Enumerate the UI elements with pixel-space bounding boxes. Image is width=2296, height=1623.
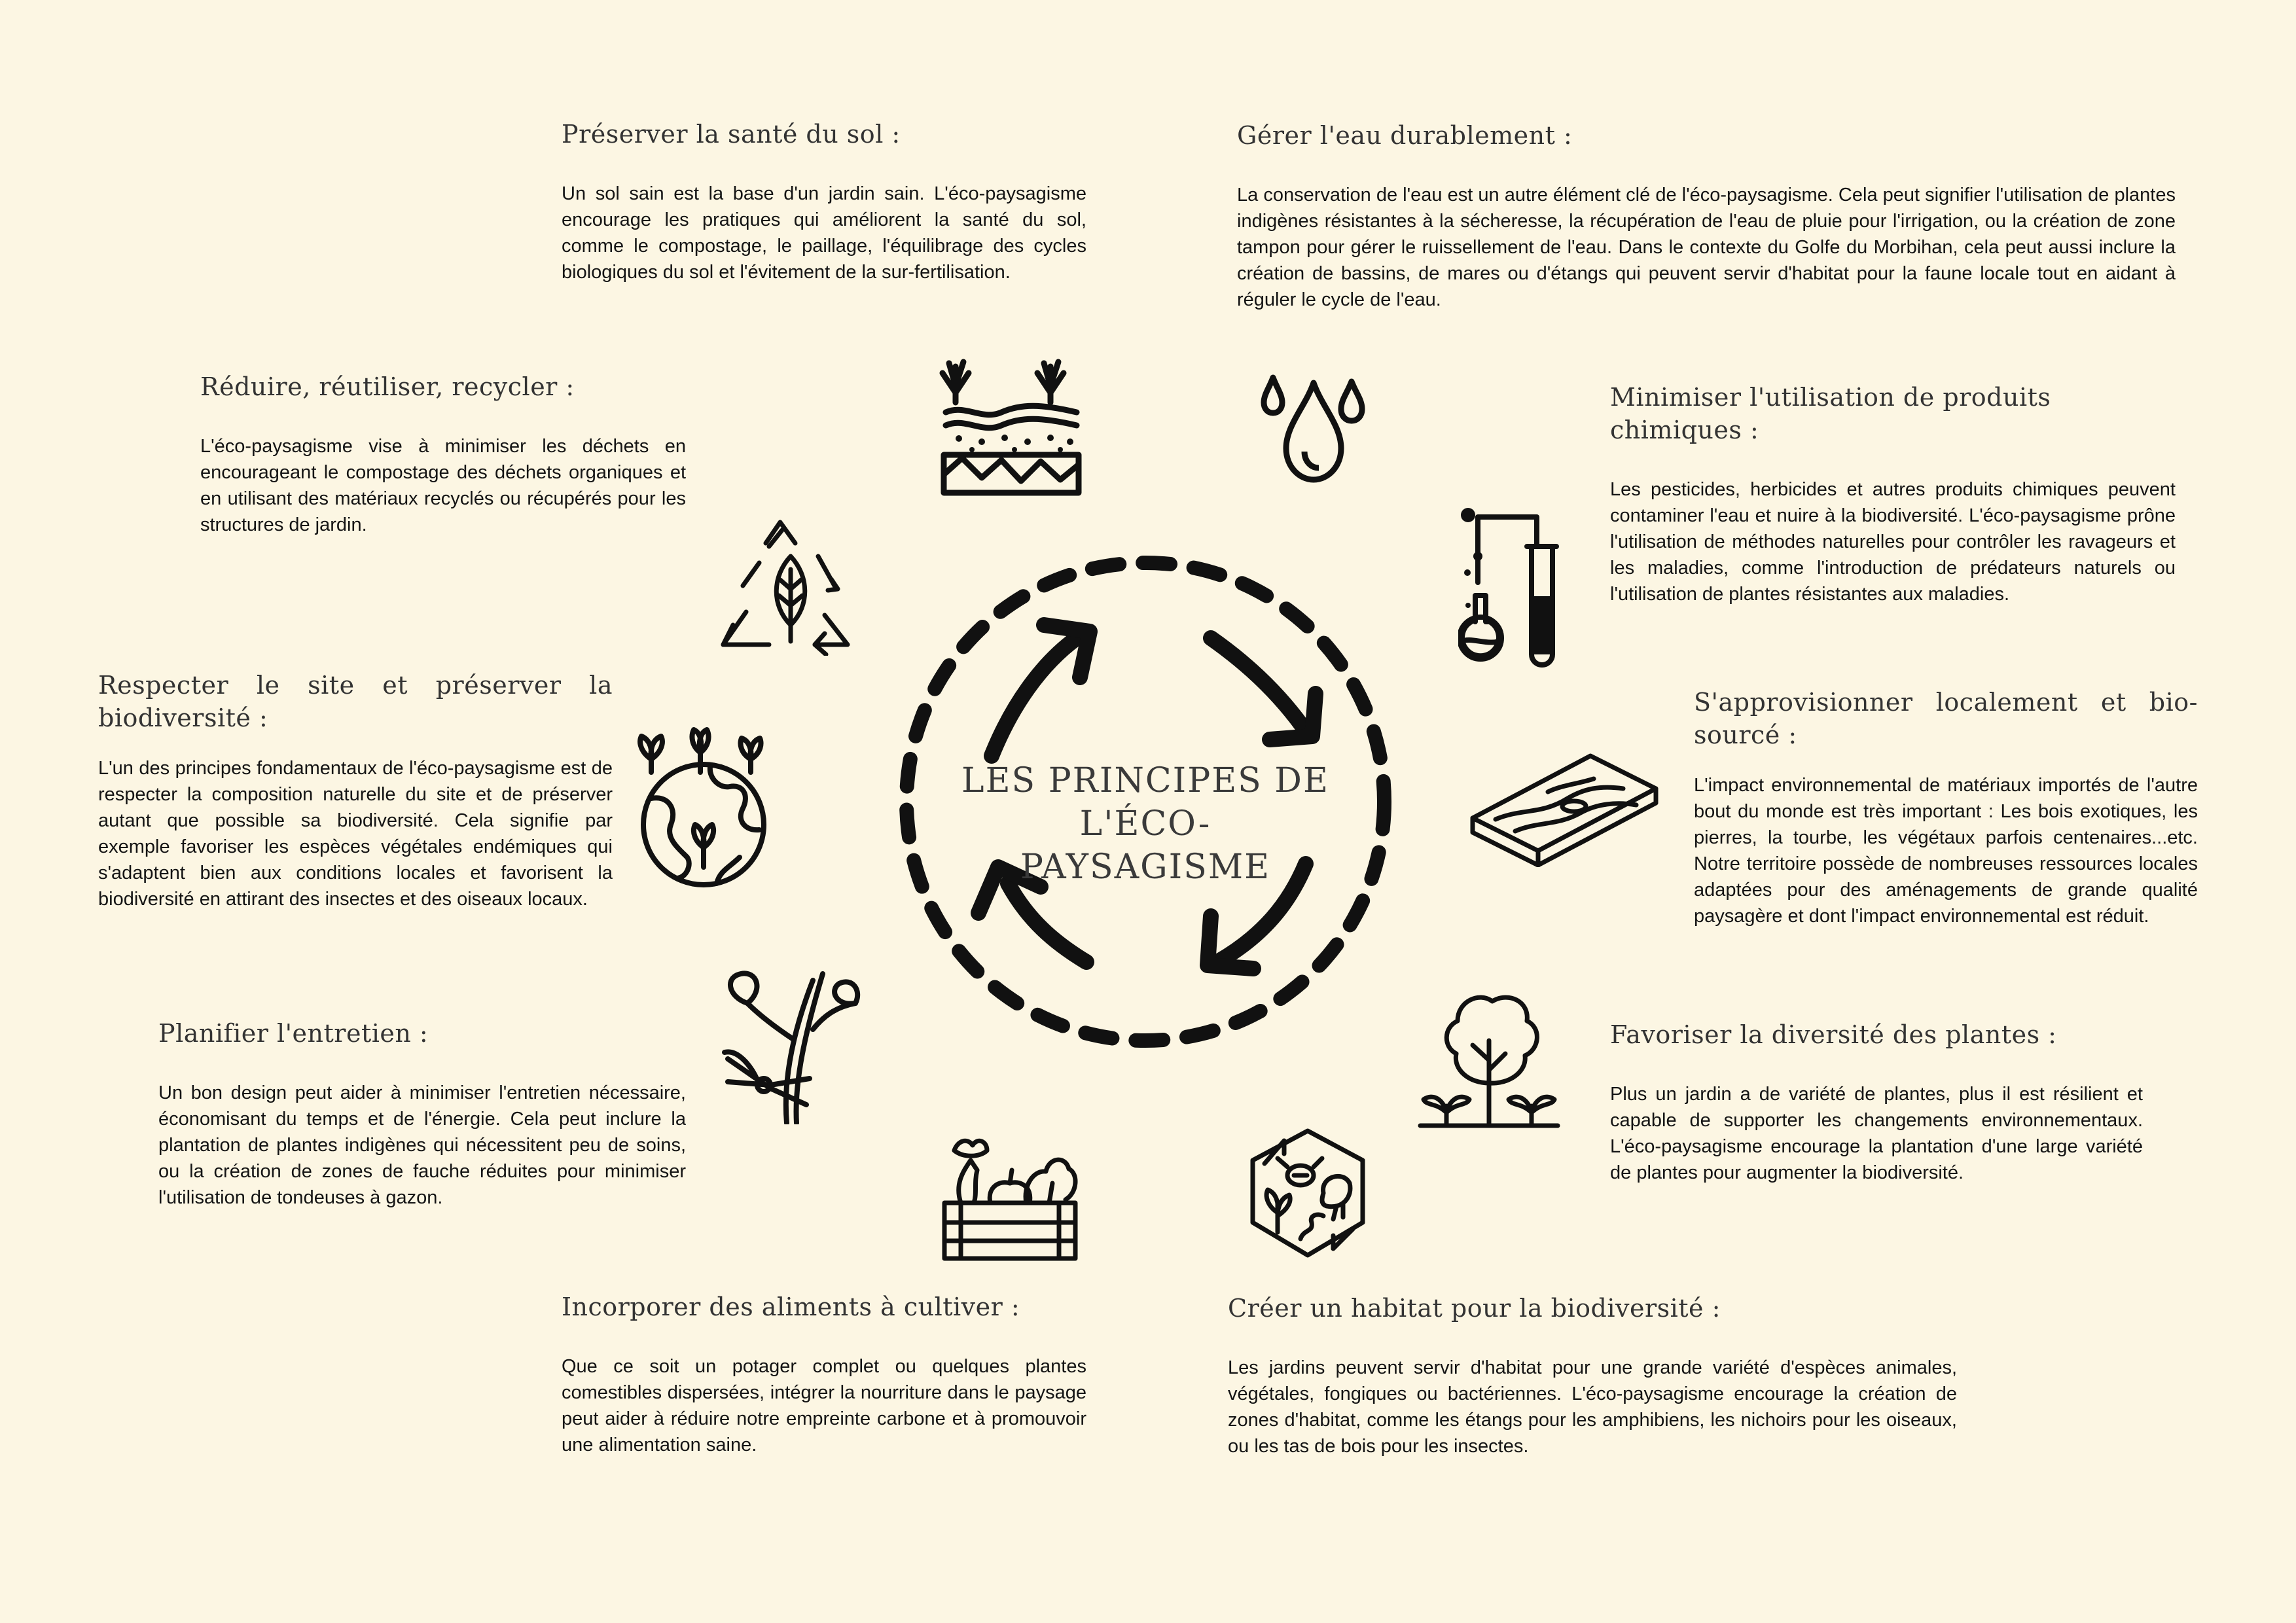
vegetable-crate-icon — [941, 1131, 1079, 1262]
section-text: Les pesticides, herbicides et autres produits chimiques peuvent contaminer l'eau et nuire à la biodiversité. L'éco-paysagisme prône l'utilisation de méthodes naturelles pour contrôler les ravageurs et les maladies, comme l'introduction de prédateurs naturels ou l'utilisation de plantes résistantes aux maladies. — [1610, 479, 2176, 605]
section-title: Favoriser la diversité des plantes : — [1610, 1020, 2057, 1049]
section-entretien — [158, 1017, 686, 1211]
recycle-leaf-icon — [720, 517, 863, 656]
section-eau — [1237, 119, 2176, 313]
section-text: Un bon design peut aider à minimiser l'entretien nécessaire, économisant du temps et de l'énergie. Cela peut inclure la plantation de plantes indigènes qui nécessitent peu de soins, ou la création de zones de fauche réduites pour minimiser l'utilisation de tondeuses à gazon. — [158, 1082, 686, 1208]
diagram-title-line1: LES PRINCIPES DE — [961, 761, 1329, 800]
section-text: Un sol sain est la base d'un jardin sain. L'éco-paysagisme encourage les pratiques qui améliorent la santé du sol, comme le compostage, le paillage, l'équilibrage des cycles biologiques du sol et l'évitement de la sur-fertilisation. — [562, 183, 1086, 283]
pruning-shears-icon — [721, 967, 865, 1124]
diagram-title-line2: L'ÉCO-PAYSAGISME — [1020, 804, 1271, 887]
section-text: L'impact environnemental de matériaux importés de l'autre bout du monde est très important : Les bois exotiques, les pierres, la tourbe, les végétaux parfois centenaires...etc. Notre territoire possède de nombreuses ressources locales adaptées pour des aménagements de grande qualité paysagère et dont l'impact environnemental est réduit. — [1694, 775, 2198, 927]
chemistry-flask-icon — [1458, 507, 1570, 671]
section-title: Minimiser l'utilisation de produits chimiques : — [1610, 383, 2051, 444]
soil-layers-icon — [936, 357, 1086, 497]
section-title: Préserver la santé du sol : — [562, 120, 901, 149]
diagram-title — [956, 759, 1335, 889]
earth-sprouts-icon — [632, 726, 776, 889]
section-title: Planifier l'entretien : — [158, 1019, 429, 1048]
section-aliments — [562, 1291, 1086, 1458]
section-title: S'approvisionner localement et bio-sourcé : — [1694, 688, 2198, 749]
section-title: Gérer l'eau durablement : — [1237, 121, 1573, 150]
section-text: Plus un jardin a de variété de plantes, plus il est résilient et capable de supporter les changements environnementaux. L'éco-paysagisme encourage la plantation d'une large variété de plantes pour augmenter la biodiversité. — [1610, 1084, 2143, 1183]
section-recycler — [200, 370, 686, 538]
section-title: Incorporer des aliments à cultiver : — [562, 1293, 1020, 1321]
section-title: Créer un habitat pour la biodiversité : — [1228, 1294, 1721, 1323]
section-text: Que ce soit un potager complet ou quelques plantes comestibles dispersées, intégrer la nourriture dans le paysage peut aider à réduire notre empreinte carbone et à promouvoir une alimentation saine. — [562, 1356, 1086, 1455]
section-title: Respecter le site et préserver la biodiversité : — [98, 671, 613, 732]
tree-plants-icon — [1417, 985, 1561, 1129]
section-site — [98, 669, 613, 912]
cycle-arrow-top-left — [992, 638, 1077, 756]
section-diversite — [1610, 1018, 2143, 1186]
section-chimiques — [1610, 381, 2176, 607]
section-local — [1694, 686, 2198, 929]
wood-plank-icon — [1469, 753, 1660, 867]
section-text: L'éco-paysagisme vise à minimiser les déchets en encourageant le compostage des déchets organiques et en utilisant des matériaux recyclés ou récupérés pour les structures de jardin. — [200, 436, 686, 535]
section-text: La conservation de l'eau est un autre élément clé de l'éco-paysagisme. Cela peut signifier l'utilisation de plantes indigènes résistantes à la sécheresse, la récupération de l'eau de pluie pour l'irrigation, ou la création de zone tampon pour gérer le ruissellement de l'eau. Dans le contexte du Golfe du Morbihan, cela peut aussi inclure la création de bassins, de mares ou d'étangs qui peuvent servir d'habitat pour la faune locale tout en aidant à réguler le cycle de l'eau. — [1237, 185, 2176, 310]
cycle-arrow-bottom-left — [1008, 883, 1086, 962]
section-text: Les jardins peuvent servir d'habitat pour une grande variété d'espèces animales, végétales, fongiques ou bactériennes. L'éco-paysagisme encourage la création de zones d'habitat, comme les étangs pour les amphibiens, les nichoirs pour les oiseaux, ou les tas de bois pour les insectes. — [1228, 1357, 1957, 1457]
section-title: Réduire, réutiliser, recycler : — [200, 372, 575, 401]
section-sol — [562, 118, 1086, 285]
water-drops-icon — [1260, 370, 1366, 484]
section-text: L'un des principes fondamentaux de l'éco-paysagisme est de respecter la composition naturelle du site et de préserver autant que possible sa biodiversité. Cela signifie par exemple favoriser les espèces végétales endémiques qui s'adaptent bien aux conditions locales et favorisent la biodiversité en attirant des insectes et des oiseaux locaux. — [98, 758, 613, 910]
wildlife-habitat-icon — [1238, 1124, 1377, 1263]
section-habitat — [1228, 1292, 1957, 1459]
cycle-arrow-top-right — [1211, 638, 1302, 726]
